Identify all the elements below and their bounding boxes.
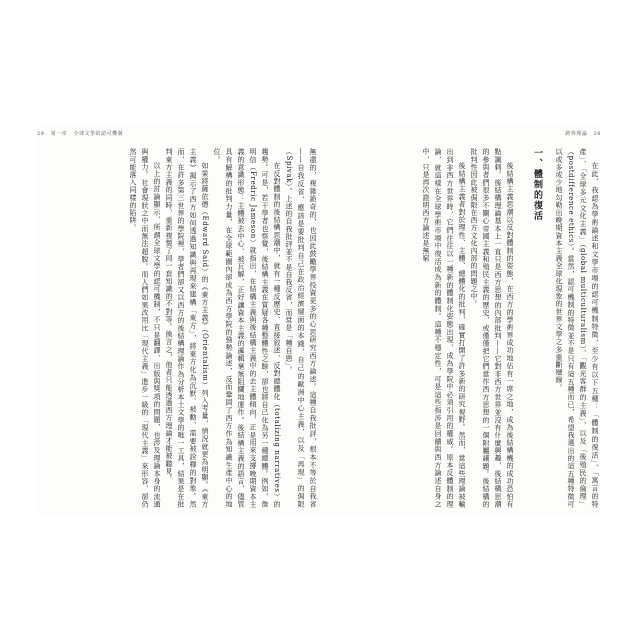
left-page-number: 29	[37, 131, 45, 137]
body-paragraph: 如果將薩依德（Edward Said）的《東方主義》（Orientalism）列入考量，情況就更為明顯。《東方主義》揭示了西方如何透過知識與再現來建構「東方」，將東方化為沉默、被動、需要被詮釋的對象。然而，在許多第三世界的學院裡，學者們卻又以西方的後結構理論作為分析本土文學的唯一工具，結果是在批判東方主義的同時，重新複製了同一套知識的不對等。換言之，他者只能透過西方理論才能被聽見。	[165, 148, 209, 508]
section-title: 一、體制的復活	[532, 148, 542, 222]
right-running-title: 跨界理論	[565, 131, 588, 137]
left-running-head	[37, 130, 123, 137]
body-paragraph: 後結構主義者對於理性、主體、總體化的批判，確實打開了許多新的研究視野。然而，當這些理論被輸出到非西方世界時，它們往往以一種新的體制化姿態出現，成為學院中必須引用的權威。原本反體制的理論，就這樣在全球學術市場中復活成為新的體制。這種不穩定性，可是這些指涉是回饋與西方論述自身之中，只是再次證明西方論述是無窮	[422, 148, 466, 508]
right-page-number: 28	[593, 131, 601, 137]
body-paragraph: 在此，我認為學術論述和文學市場的認可機制特徵，至少有以下五種：「體制的復活」、「寓言的特產」、「全球多元文化主義」（global multiculturalism）、「觀光客群的主義」，以及「後殖民的倫理」（postdifference ethics）。當然，認可機制的特徵並不是只有這五種而已，希望我選出的這五種特徵可以或多或少地勾勒出晚期資本主義全球化現象的世界文學之多重斷層線。	[555, 148, 599, 508]
left-page-body	[37, 148, 319, 508]
chapter-label: 第一章	[50, 131, 68, 137]
right-running-head	[565, 130, 601, 137]
body-paragraph: 在反對體制的後結構思潮中，就有一種反歷史、直接敘述、反對總體化（totalizing narratives）的趨勢。可是，若干學者也察覺，後結構主義在質疑各種整體性之餘，卻也將自己化為另一種總體。例如，詹明信（Fredric Jameson）就指出，在結構主義與後結構主義中的去主體傾向，正是用來支撐晚期資本主義的意識形態：主體被去中心、被瓦解，正好讓資本主義的邏輯毫無阻攔地運作。後結構主義的語言，儘管具有解構的批判力量，在全球範圍內卻成為西方學院的強勢論述，反而鞏固了西方作為知識生產中心的地位。	[213, 148, 281, 508]
body-paragraph: 後結構主義思潮以反對體制的姿態，在西方的學術界成功地佔有一席之地，成為後結構機的成功恐怕有點諷刺。後結構理論基本上一直只是西方思想的內部批判——它對非西方世界並沒有什麼興趣，後結構思潮的參與者們很多不關心帝國主義和殖民主義的歷史，或僅僅把它們當作西方思想的一個附屬議題。後結構的批判性因此被侷限在西方文化內部的問題之中。	[470, 148, 514, 508]
right-page	[319, 124, 601, 516]
body-paragraph: 無盡的，複雜詭奇的，也因此鼓勵學界投資更多的心思研究西方論述。這種自我批評，根本不等於自我省——自我反省，應該是要批判自己在政治經濟層面的本錢，自己的歐洲中心主義，以及「再現」的侷限（Spivak）。上述的自我批評並不是自我反省，而常是「種自戀」。	[285, 148, 317, 508]
body-paragraph: 以上的討論顯示，所謂全球文學的認可機制，不只是翻譯、出版與獎項的問題，也涉及理論本身的流通與權力。社會現狀之中而無法超脫。而人們如果改用比「現代主義」進步一級的「現代主義」來形容，卻仍然可能落入同樣的陷阱。	[129, 148, 161, 508]
right-page-body	[319, 148, 601, 508]
left-page	[37, 124, 319, 516]
chapter-title: 全球文學的認可機制	[73, 131, 123, 137]
